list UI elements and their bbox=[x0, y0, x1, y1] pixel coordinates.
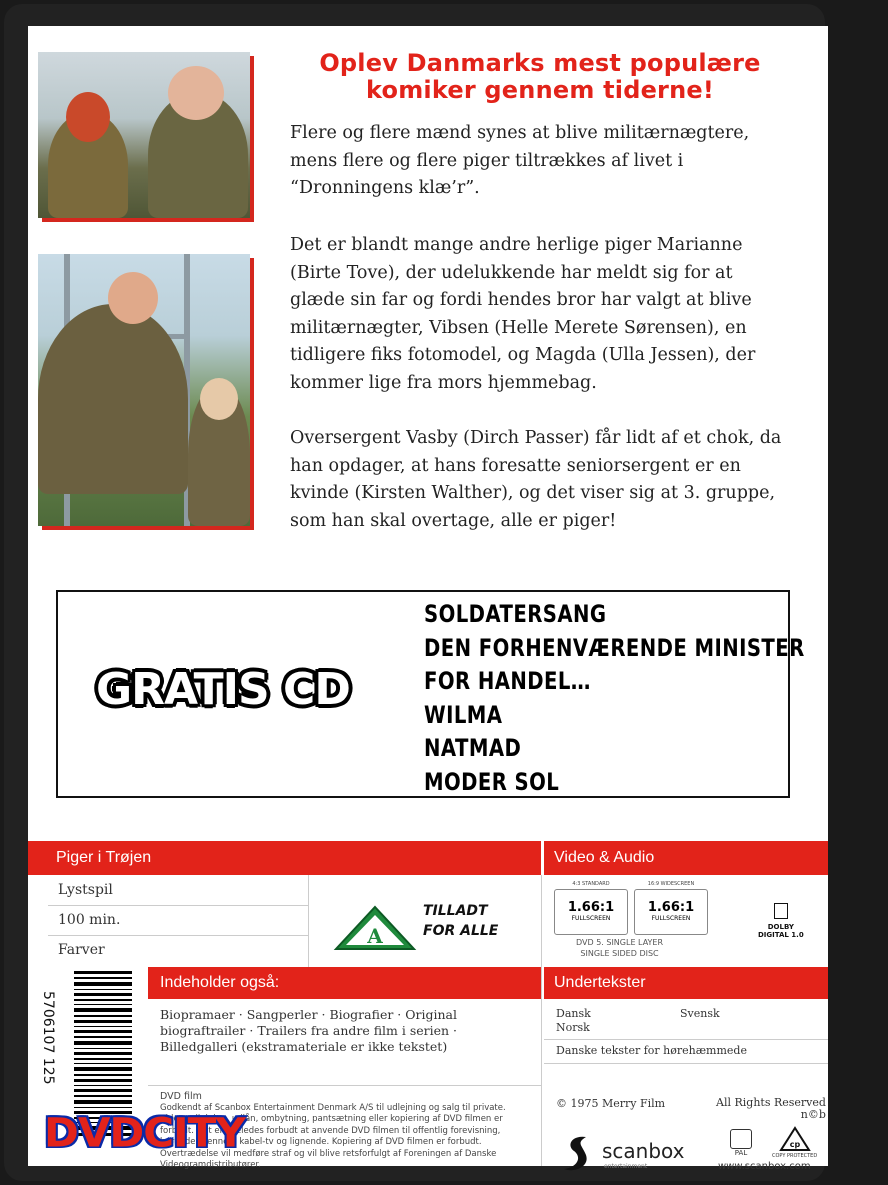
dvdcity-watermark: DVDCITY bbox=[44, 1109, 245, 1156]
pal-icon bbox=[730, 1129, 752, 1149]
divider bbox=[148, 1085, 541, 1086]
rating-text bbox=[423, 901, 498, 941]
format-mode: FULLSCREEN bbox=[651, 915, 691, 922]
divider bbox=[308, 875, 309, 967]
song-item: SOLDATERSANG bbox=[424, 600, 607, 628]
divider bbox=[544, 1039, 828, 1040]
rights-reserved bbox=[716, 1097, 826, 1121]
rating-a-icon bbox=[334, 905, 416, 951]
rights-text: All Rights Reserved bbox=[716, 1096, 826, 1109]
brand-sub: entertainment bbox=[604, 1163, 648, 1170]
rating-line-2: FOR ALLE bbox=[423, 923, 499, 939]
subtitles-heading: Undertekster bbox=[554, 974, 646, 991]
subtitle-danish: Dansk bbox=[556, 1007, 591, 1020]
extras-text: Biopramaer · Sangperler · Biografier · Original biograftrailer · Trailers fra andre film i serien · Billedgalleri (ekstramateriale er ikke tekstet) bbox=[160, 1007, 458, 1054]
synopsis-paragraph-1: Flere og flere mænd synes at blive militærnægtere, mens flere og flere piger tiltrækkes af livet i “Dronningens klæ’r”. bbox=[290, 123, 750, 198]
scanbox-logo bbox=[556, 1133, 706, 1173]
song-item: DEN FORHENVÆRENDE MINISTER bbox=[424, 633, 805, 662]
legal-title: DVD film bbox=[160, 1091, 202, 1102]
svg-text:cp: cp bbox=[789, 1140, 800, 1149]
divider bbox=[541, 875, 542, 1166]
pal-logo bbox=[728, 1129, 754, 1157]
still-photo-2 bbox=[38, 254, 250, 526]
disc-line-1: DVD 5. SINGLE LAYER bbox=[576, 938, 664, 947]
format-widescreen bbox=[634, 881, 708, 935]
rights-mark: n©b bbox=[800, 1108, 826, 1121]
free-cd-box bbox=[56, 590, 805, 798]
format-caption: 16:9 WIDESCREEN bbox=[647, 881, 695, 887]
still-photo-1 bbox=[38, 52, 250, 218]
color-row bbox=[48, 935, 308, 965]
copyright: © 1975 Merry Film bbox=[556, 1097, 666, 1110]
dolby-logo bbox=[758, 903, 804, 939]
disc-line-2: SINGLE SIDED DISC bbox=[580, 949, 659, 958]
format-mode: FULLSCREEN bbox=[571, 915, 611, 922]
speaker-icon bbox=[774, 903, 788, 919]
song-item: MODER SOL bbox=[424, 767, 560, 796]
copy-protected-logo bbox=[772, 1127, 817, 1159]
aspect-ratio: 1.66:1 bbox=[647, 900, 695, 915]
video-audio-heading: Video & Audio bbox=[554, 849, 655, 866]
extras-bar bbox=[148, 967, 541, 999]
dolby-digital-text: DIGITAL 1.0 bbox=[758, 931, 804, 939]
song-list bbox=[424, 598, 888, 799]
color-info: Farver bbox=[58, 942, 105, 958]
subtitle-hearing-impaired: Danske tekster for hørehæmmede bbox=[556, 1044, 747, 1057]
song-item: NATMAD bbox=[424, 734, 522, 762]
free-cd-label: GRATIS CD bbox=[96, 664, 350, 715]
pal-text: PAL bbox=[734, 1149, 748, 1157]
song-item: FOR HANDEL… bbox=[424, 667, 591, 695]
runtime: 100 min. bbox=[58, 912, 121, 928]
headline-line-1: Oplev Danmarks mest populære bbox=[319, 49, 761, 77]
dolby-text: DOLBY bbox=[767, 923, 794, 931]
copy-protected-text: COPY PROTECTED bbox=[772, 1153, 818, 1159]
website-url: www.scanbox.com bbox=[718, 1161, 811, 1172]
swan-icon bbox=[556, 1133, 594, 1173]
brand-name: scanbox bbox=[602, 1139, 685, 1163]
back-cover bbox=[28, 26, 828, 1172]
synopsis-paragraph-3: Oversergent Vasby (Dirch Passer) får lidt af et chok, da han opdager, at hans foresatte seniorsergent er en kvinde (Kirsten Walther), og det viser sig at 3. gruppe, som han skal overtage, alle er piger! bbox=[290, 428, 782, 531]
subtitle-swedish: Svensk bbox=[680, 1007, 720, 1020]
rating-line-1: TILLADT bbox=[423, 903, 488, 919]
legal-body: Godkendt af Scanbox Entertainment Denmark A/S til udlejning og salg til private. Videreudlejning, udlån, ombytning, pantsætning eller kopiering af DVD filmen er forbudt. Det er ligeledes forbudt at anvende DVD filmen til offentlig forevisning, herunder gennem kabel-tv og lignende. Kopiering af DVD filmen er forbudt. Overtrædelse vil medføre straf og vil blive retsforfulgt af Foreningen af Danske Videogramdistributører. bbox=[160, 1102, 506, 1170]
barcode-number: 5706107 125 bbox=[40, 991, 56, 1085]
genre: Lystspil bbox=[58, 882, 113, 898]
format-standard bbox=[554, 881, 628, 935]
divider bbox=[544, 1063, 828, 1064]
copy-protected-icon bbox=[780, 1127, 810, 1151]
headline-line-2: komiker gennem tiderne! bbox=[366, 76, 714, 104]
song-item: WILMA bbox=[424, 700, 503, 729]
rating-letter: A bbox=[367, 924, 383, 948]
aspect-ratio: 1.66:1 bbox=[567, 900, 615, 915]
subtitles-bar bbox=[544, 967, 828, 999]
film-title: Piger i Trøjen bbox=[56, 849, 152, 866]
title-bar bbox=[28, 841, 541, 875]
genre-row bbox=[48, 875, 308, 906]
format-caption: 4:3 STANDARD bbox=[572, 881, 610, 887]
runtime-row bbox=[48, 905, 308, 936]
video-audio-bar bbox=[544, 841, 828, 875]
disc-info bbox=[576, 937, 663, 959]
synopsis-paragraph-2: Det er blandt mange andre herlige piger Marianne (Birte Tove), der udelukkende har meldt sig for at glæde sin far og fordi hendes bror har valgt at blive militærnægter, Vibsen (Helle Merete Sørensen), en tidligere fiks fotomodel, og Magda (Ulla Jessen), der kommer lige fra mors hjemmebag. bbox=[290, 235, 756, 393]
extras-heading: Indeholder også: bbox=[160, 974, 280, 991]
subtitle-norwegian: Norsk bbox=[556, 1021, 590, 1034]
headline bbox=[290, 50, 790, 104]
